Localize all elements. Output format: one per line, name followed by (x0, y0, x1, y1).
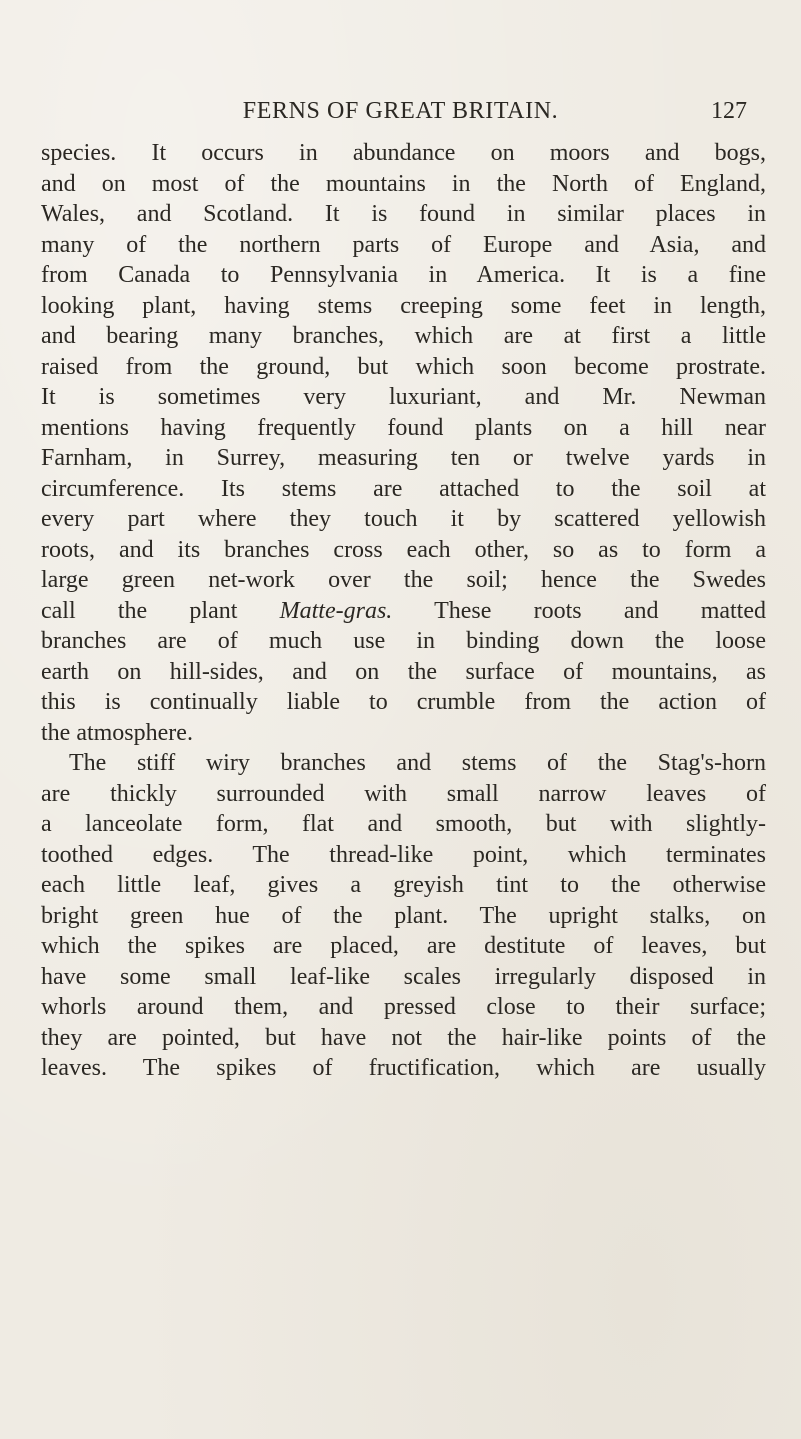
text-line: and bearing many branches, which are at first a little (41, 323, 766, 349)
text-line: roots, and its branches cross each other, so as to form a (41, 536, 766, 563)
text-line: have some small leaf-like scales irregularly disposed in (41, 963, 766, 990)
page-header (0, 94, 801, 128)
text-line: circumference. Its stems are attached to the soil at (41, 475, 766, 502)
text-line: Farnham, in Surrey, measuring ten or twelve yards in (41, 445, 766, 471)
text-line: many of the northern parts of Europe and Asia, and (41, 231, 766, 258)
running-title: FERNS OF GREAT BRITAIN. (242, 98, 559, 124)
text-line: earth on hill-sides, and on the surface of mountains, as (41, 658, 766, 685)
text-line: each little leaf, gives a greyish tint to the otherwise (41, 872, 766, 898)
text-line: the atmosphere. (41, 719, 193, 746)
text-segment: These roots and matted (392, 597, 766, 624)
text-segment: call the plant (41, 597, 280, 624)
text-line: leaves. The spikes of fructification, which are usually (41, 1055, 766, 1081)
text-line: species. It occurs in abundance on moors and bogs, (41, 140, 766, 166)
text-line: bright green hue of the plant. The upright stalks, on (41, 902, 766, 929)
text-line: from Canada to Pennsylvania in America. It is a fine (41, 262, 766, 288)
text-line: toothed edges. The thread-like point, which terminates (41, 841, 766, 868)
text-line: large green net-work over the soil; hence the Swedes (41, 567, 766, 593)
text-line: and on most of the mountains in the North of England, (41, 170, 766, 197)
text-line: whorls around them, and pressed close to their surface; (41, 994, 766, 1020)
text-line: branches are of much use in binding down the loose (41, 628, 766, 654)
text-line: raised from the ground, but which soon become prostrate. (41, 353, 766, 380)
text-line: It is sometimes very luxuriant, and Mr. Newman (41, 384, 766, 410)
text-line: every part where they touch it by scattered yellowish (41, 506, 766, 532)
text-line: a lanceolate form, flat and smooth, but with slightly- (41, 811, 766, 837)
text-line: are thickly surrounded with small narrow leaves of (41, 780, 766, 807)
body-text (41, 138, 766, 1084)
text-line: they are pointed, but have not the hair-like points of the (41, 1024, 766, 1051)
text-line: looking plant, having stems creeping some feet in length, (41, 292, 766, 319)
text-line: Wales, and Scotland. It is found in similar places in (41, 201, 766, 227)
text-line-with-italic (41, 596, 766, 627)
text-line: this is continually liable to crumble from the action of (41, 689, 766, 715)
page-number: 127 (711, 98, 747, 124)
plant-name-italic: Matte-gras. (279, 597, 393, 624)
text-line: mentions having frequently found plants on a hill near (41, 414, 766, 441)
paragraph-start-line: The stiff wiry branches and stems of the Stag's-horn (69, 750, 766, 776)
text-line: which the spikes are placed, are destitute of leaves, but (41, 933, 766, 959)
